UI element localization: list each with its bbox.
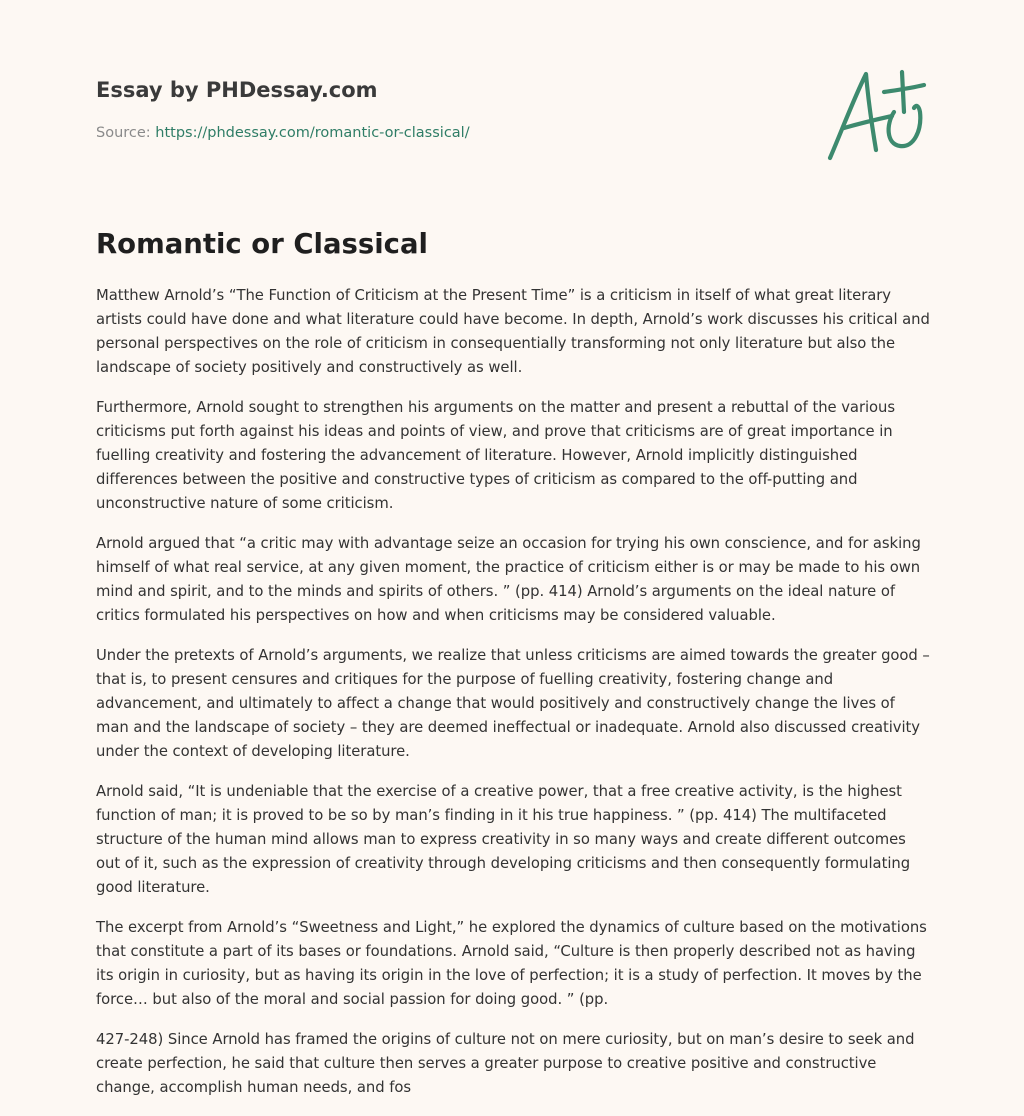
a-plus-grade-icon <box>822 68 928 164</box>
a-plus-strokes <box>830 72 924 158</box>
essay-body <box>96 284 932 1116</box>
essay-paragraph: Under the pretexts of Arnold’s arguments, we realize that unless criticisms are aimed towards the greater good – that is, to present censures and critiques for the purpose of fuelling creativity, fostering change and advancement, and ultimately to affect a change that would positively and constructively change the lives of man and the landscape of society – they are deemed ineffectual or inadequate. Arnold also discussed creativity under the context of developing literature. <box>96 647 930 760</box>
essay-title: Romantic or Classical <box>96 228 428 260</box>
essay-paragraph: The excerpt from Arnold’s “Sweetness and Light,” he explored the dynamics of culture based on the motivations that constitute a part of its bases or foundations. Arnold said, “Culture is then properly described not as having its origin in curiosity, but as having its origin in the love of perfection; it is a study of perfection. It moves by the force… but also of the moral and social passion for doing good. ” (pp. <box>96 919 927 1008</box>
page-header <box>96 75 928 143</box>
essay-paragraph: 427-248) Since Arnold has framed the origins of culture not on mere curiosity, but on man’s desire to seek and create perfection, he said that culture then serves a greater purpose to creative positive and constructive change, accomplish human needs, and fos <box>96 1031 915 1096</box>
site-brand: Essay by PHDessay.com <box>96 78 378 102</box>
source-line <box>96 123 928 143</box>
source-label: Source: <box>96 125 156 141</box>
essay-paragraph: Matthew Arnold’s “The Function of Criticism at the Present Time” is a criticism in itself of what great literary artists could have done and what literature could have become. In depth, Arnold’s work discusses his critical and personal perspectives on the role of criticism in consequentially transforming not only literature but also the landscape of society positively and constructively as well. <box>96 287 930 376</box>
essay-paragraph: Arnold said, “It is undeniable that the exercise of a creative power, that a free creative activity, is the highest function of man; it is proved to be so by man’s finding in it his true happiness. ” (pp. 414) The multifaceted structure of the human mind allows man to express creativity in so many ways and create different outcomes out of it, such as the expression of creativity through developing criticisms and then consequently formulating good literature. <box>96 783 911 896</box>
essay-paragraph: Arnold argued that “a critic may with advantage seize an occasion for trying his own conscience, and for asking himself of what real service, at any given moment, the practice of criticism either is or may be made to his own mind and spirit, and to the minds and spirits of others. ” (pp. 414) Arnold’s arguments on the ideal nature of critics formulated his perspectives on how and when criticisms may be considered valuable. <box>96 535 921 624</box>
essay-paragraph: Furthermore, Arnold sought to strengthen his arguments on the matter and present a rebuttal of the various criticisms put forth against his ideas and points of view, and prove that criticisms are of great importance in fuelling creativity and fostering the advancement of literature. However, Arnold implicitly distinguished differences between the positive and constructive types of criticism as compared to the off-putting and unconstructive nature of some criticism. <box>96 399 896 512</box>
source-link[interactable]: https://phdessay.com/romantic-or-classical/ <box>155 125 470 141</box>
